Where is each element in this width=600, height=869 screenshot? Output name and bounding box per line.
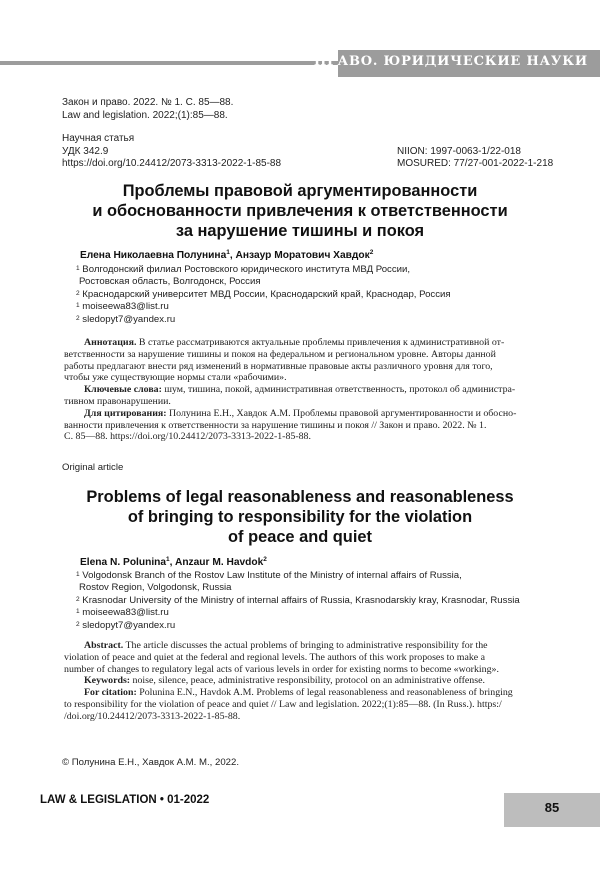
affil-en-1-line2: Rostov Region, Volgodonsk, Russia (79, 582, 232, 594)
title-en-line: of bringing to responsibility for the violation (127, 508, 473, 526)
cite-ru-line: С. 85—88. https://doi.org/10.24412/2073-3313-2022-1-85-88. (64, 431, 311, 443)
email-ru-2-sup: 2 (76, 314, 80, 322)
abstract-ru-line: работы предлагают внести ряд изменений в нормативные правовые акты различного уровня для того, (64, 360, 493, 372)
author-ru-1-sup: 1 (226, 249, 230, 256)
author-ru-1: Елена Николаевна Полунина (80, 250, 227, 261)
niion-code: NIION: 1997-0063-1/22-018 (397, 145, 521, 157)
copyright-note: © Полунина Е.Н., Хавдок А.М. М., 2022. (62, 757, 239, 768)
keywords-ru-label: Ключевые слова: (84, 384, 162, 396)
email-en-1-sup: 1 (76, 608, 80, 616)
affil-en-2: Krasnodar University of the Ministry of internal affairs of Russia, Krasnodarskiy kray, Krasnodar, Russia (82, 594, 520, 606)
abstract-ru-label: Аннотация. (84, 337, 137, 348)
page-number: 85 (544, 800, 560, 815)
author-en-1: Elena N. Polunina (80, 557, 167, 568)
affiliations-ru (76, 264, 451, 326)
abstract-ru-line: чтобы уже существующие нормы стали «рабочими». (64, 372, 287, 384)
article-type-ru: Научная статья (62, 133, 135, 144)
abstract-en-line: The article discusses the actual problems of bringing to administrative responsibility for the (125, 640, 488, 651)
citation-top-ru: Закон и право. 2022. № 1. С. 85—88. (62, 97, 234, 108)
abstract-en-line: number of changes to regulatory legal acts of various levels in order for existing norms to become «working». (64, 663, 499, 675)
article-type-en: Original article (62, 462, 124, 473)
title-en-line: of peace and quiet (228, 528, 372, 546)
keywords-ru-line: тивном правонарушении. (64, 395, 171, 407)
keywords-en-label: Keywords: (84, 675, 131, 687)
title-en-line: Problems of legal reasonableness and reasonableness (86, 488, 514, 506)
keywords-ru-line: шум, тишина, покой, административная ответственность, протокол об администра- (164, 384, 516, 396)
title-en (40, 487, 560, 547)
cite-en-line: to responsibility for the violation of peace and quiet // Law and legislation. 2022;(1):85—88. (In Russ.). https:/ (64, 698, 502, 710)
citation-top-en: Law and legislation. 2022;(1):85—88. (62, 109, 228, 121)
author-en-2: Anzaur M. Havdok (174, 557, 264, 568)
doi-link[interactable]: https://doi.org/10.24412/2073-3313-2022-1-85-88 (62, 158, 282, 170)
mosured-code: MOSURED: 77/27-001-2022-1-218 (397, 158, 554, 170)
email-ru-1-sup: 1 (76, 302, 80, 310)
email-en-1[interactable]: moiseewa83@list.ru (82, 607, 169, 619)
cite-ru-line: ванности привлечения к ответственности за нарушение тишины и покоя // Закон и право. 2022. № 1. (64, 419, 487, 431)
abstract-en-line: violation of peace and quiet at the federal and regional levels. The authors of this work proposes to make a (64, 651, 486, 663)
cite-en-line: /doi.org/10.24412/2073-3313-2022-1-85-88. (64, 710, 241, 722)
cite-en-label: For citation: (84, 687, 137, 699)
article-meta-left (62, 133, 281, 171)
footer-journal-title: LAW & LEGISLATION • 01-2022 (40, 794, 210, 806)
title-ru-line: Проблемы правовой аргументированности (122, 182, 478, 200)
affil-ru-1-line1: Волгодонский филиал Ростовского юридического института МВД России, (82, 264, 411, 275)
author-ru-2: Анзаур Моратович Хавдок (235, 250, 370, 261)
abstract-ru-line: ветственности за нарушение тишины и покоя на федеральном и региональном уровне. Авторы данной (64, 348, 496, 360)
abstract-ru (64, 337, 548, 443)
article-meta-right (397, 146, 553, 171)
title-ru-line: за нарушение тишины и покоя (175, 222, 425, 240)
keywords-en: noise, silence, peace, administrative responsibility, protocol on an administrative offense. (132, 675, 485, 687)
affil-ru-2: Краснодарский университет МВД России, Краснодарский край, Краснодар, Россия (82, 288, 451, 300)
affiliations-en (76, 570, 520, 632)
journal-section-title: ПРАВО. ЮРИДИЧЕСКИЕ НАУКИ (313, 54, 588, 69)
authors-ru: Елена Николаевна Полунина$^1$, Анзаур Моратович Хавдок$^2$ (80, 249, 374, 261)
affil-ru-1-sup: 1 (76, 265, 80, 272)
abstract-en-label: Abstract. (84, 640, 124, 651)
author-en-1-sup: 1 (166, 556, 170, 563)
email-ru-1[interactable]: moiseewa83@list.ru (82, 301, 169, 313)
abstract-ru-line: В статье рассматриваются актуальные проблемы привлечения к административной от- (138, 337, 505, 348)
affil-en-1-line1: Volgodonsk Branch of the Rostov Law Institute of the Ministry of internal affairs of Russia, (82, 570, 462, 581)
author-ru-2-sup: 2 (369, 249, 374, 256)
affil-ru-2-sup: 2 (76, 289, 80, 297)
email-en-2-sup: 2 (76, 620, 80, 628)
email-ru-2[interactable]: sledopyt7@yandex.ru (82, 313, 176, 325)
citation-top (62, 97, 233, 122)
cite-ru-label: Для цитирования: (84, 407, 167, 419)
cite-ru-line: Полунина Е.Н., Хавдок А.М. Проблемы правовой аргументированности и обосно- (169, 407, 517, 419)
email-en-2[interactable]: sledopyt7@yandex.ru (82, 619, 176, 631)
affil-en-2-sup: 2 (76, 595, 80, 603)
author-en-2-sup: 2 (263, 556, 267, 563)
authors-en: Elena N. Polunina$^1$, Anzaur M. Havdok$^2$ (80, 556, 267, 568)
udk: УДК 342.9 (62, 145, 109, 157)
title-ru-line: и обоснованности привлечения к ответственности (92, 202, 508, 220)
title-ru (40, 181, 560, 241)
affil-en-1-sup: 1 (76, 571, 80, 578)
affil-ru-1-line2: Ростовская область, Волгодонск, Россия (79, 276, 261, 288)
cite-en-line: Polunina E.N., Havdok A.M. Problems of legal reasonableness and reasonableness of bringing (139, 687, 513, 699)
abstract-en (64, 640, 548, 723)
